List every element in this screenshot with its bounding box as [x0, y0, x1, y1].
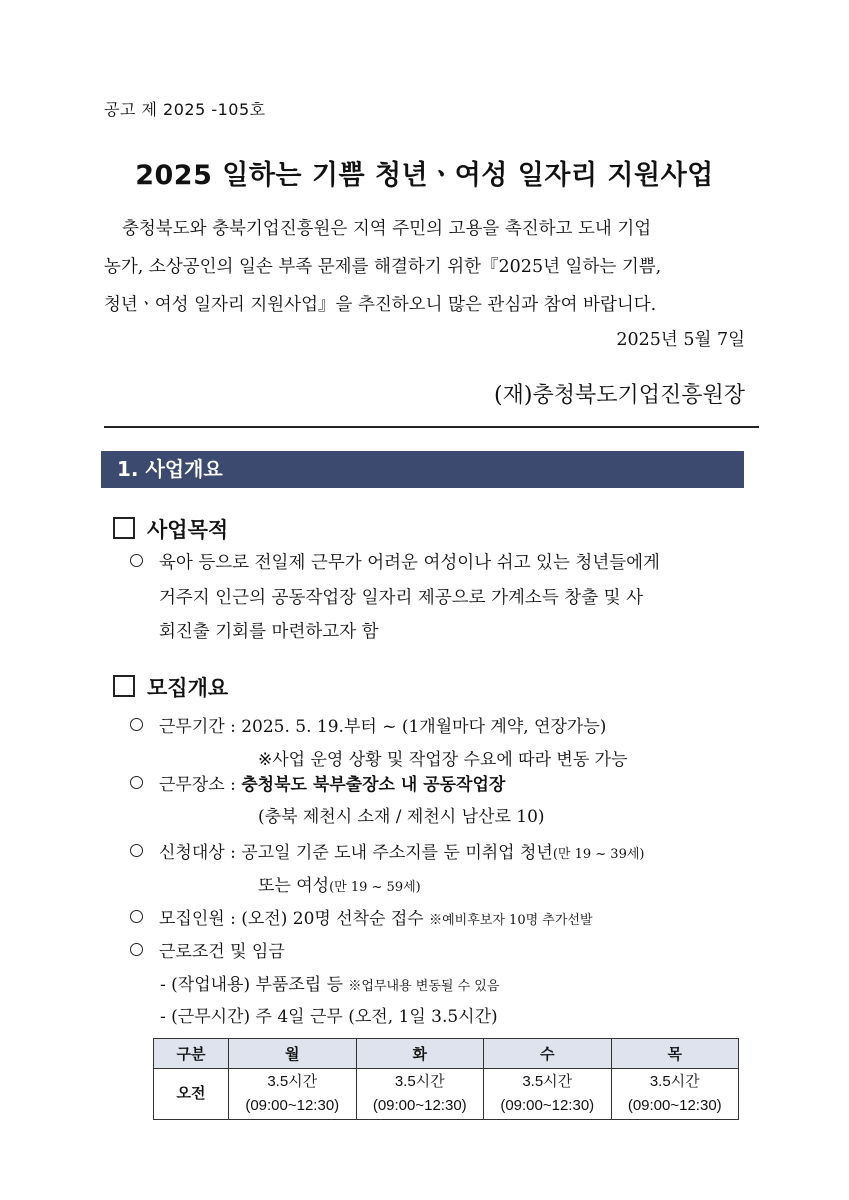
conditions-label: 근로조건 및 임금	[159, 942, 285, 962]
checkbox-square-icon	[113, 517, 135, 539]
work-period-item	[130, 712, 606, 737]
schedule-header-wed: 수	[484, 1039, 612, 1069]
work-place-value: 충청북도 북부출장소 내 공동작업장	[241, 775, 506, 795]
headcount-label: 모집인원 :	[159, 909, 242, 929]
schedule-cell-mon	[229, 1069, 357, 1120]
work-period-label: 근무기간 :	[159, 717, 242, 737]
schedule-row-morning	[154, 1069, 739, 1120]
purpose-heading-text: 사업목적	[147, 518, 229, 542]
circle-bullet-icon	[130, 554, 143, 567]
schedule-cell-thu	[611, 1069, 739, 1120]
intro-line-1: 충청북도와 충북기업진흥원은 지역 주민의 고용을 촉진하고 도내 기업	[122, 219, 652, 239]
hours-line: - (근무시간) 주 4일 근무 (오전, 1일 3.5시간)	[160, 1007, 498, 1027]
cell-time: (09:00~12:30)	[500, 1097, 595, 1114]
cell-hours: 3.5시간	[649, 1073, 700, 1090]
task-text: - (작업내용) 부품조립 등	[160, 975, 349, 995]
schedule-table	[153, 1038, 739, 1120]
schedule-header-category: 구분	[154, 1039, 229, 1069]
cell-time: (09:00~12:30)	[245, 1097, 340, 1114]
eligibility-value: 공고일 기준 도내 주소지를 둔 미취업 청년	[241, 843, 553, 863]
eligibility-line-2	[258, 871, 421, 896]
purpose-line-2: 거주지 인근의 공동작업장 일자리 제공으로 가계소득 창출 및 사	[159, 587, 644, 608]
task-note: ※업무내용 변동될 수 있음	[348, 979, 500, 994]
cell-hours: 3.5시간	[394, 1073, 445, 1090]
schedule-header-row	[154, 1039, 739, 1069]
cell-time: (09:00~12:30)	[627, 1097, 722, 1114]
circle-bullet-icon	[130, 718, 143, 731]
task-line	[160, 970, 499, 995]
divider-line	[104, 426, 759, 428]
eligibility-women: 또는 여성	[258, 876, 330, 896]
cell-hours: 3.5시간	[267, 1073, 318, 1090]
intro-line-3: 청년ㆍ여성 일자리 지원사업』을 추진하오니 많은 관심과 참여 바랍니다.	[104, 295, 657, 315]
work-place-address: (충북 제천시 소재 / 제천시 남산로 10)	[258, 807, 545, 827]
circle-bullet-icon	[130, 943, 143, 956]
purpose-line-1	[130, 546, 746, 581]
purpose-line-3: 회진출 기회를 마련하고자 함	[159, 622, 379, 642]
schedule-header-thu: 목	[611, 1039, 739, 1069]
headcount-note: ※예비후보자 10명 추가선발	[429, 913, 593, 928]
document-title: 2025 일하는 기쁨 청년ㆍ여성 일자리 지원사업	[135, 160, 714, 191]
schedule-cell-wed	[484, 1069, 612, 1120]
issuing-organization: (재)충청북도기업진흥원장	[494, 383, 745, 408]
recruitment-heading	[113, 672, 228, 702]
checkbox-square-icon	[113, 675, 135, 697]
work-period-note: ※사업 운영 상황 및 작업장 수요에 따라 변동 가능	[258, 750, 628, 770]
eligibility-item	[130, 838, 644, 863]
eligibility-youth-age: (만 19 ~ 39세)	[552, 847, 645, 862]
schedule-header-mon: 월	[229, 1039, 357, 1069]
purpose-body	[130, 546, 746, 650]
cell-time: (09:00~12:30)	[372, 1097, 467, 1114]
intro-line-2: 농가, 소상공인의 일손 부족 문제를 해결하기 위한『2025년 일하는 기쁨,	[104, 257, 662, 277]
cell-hours: 3.5시간	[522, 1073, 573, 1090]
intro-paragraph	[104, 210, 746, 324]
purpose-line-1-text: 육아 등으로 전일제 근무가 어려운 여성이나 쉬고 있는 청년들에게	[159, 553, 660, 573]
schedule-row-label: 오전	[154, 1069, 229, 1120]
section-header-1: 1. 사업개요	[101, 451, 744, 488]
circle-bullet-icon	[130, 910, 143, 923]
work-place-label: 근무장소 :	[159, 775, 242, 795]
notice-date: 2025년 5월 7일	[616, 330, 745, 350]
work-period-value: 2025. 5. 19.부터 ~ (1개월마다 계약, 연장가능)	[241, 717, 607, 737]
headcount-value: (오전) 20명 선착순 접수	[241, 909, 430, 929]
notice-number: 공고 제 2025 -105호	[104, 100, 266, 119]
schedule-header-tue: 화	[356, 1039, 484, 1069]
eligibility-label: 신청대상 :	[159, 843, 242, 863]
conditions-item	[130, 937, 285, 962]
purpose-heading	[113, 514, 228, 544]
schedule-cell-tue	[356, 1069, 484, 1120]
circle-bullet-icon	[130, 844, 143, 857]
headcount-item	[130, 904, 593, 929]
circle-bullet-icon	[130, 776, 143, 789]
recruitment-heading-text: 모집개요	[147, 676, 229, 700]
eligibility-women-age: (만 19 ~ 59세)	[329, 880, 421, 895]
work-place-item	[130, 770, 505, 795]
